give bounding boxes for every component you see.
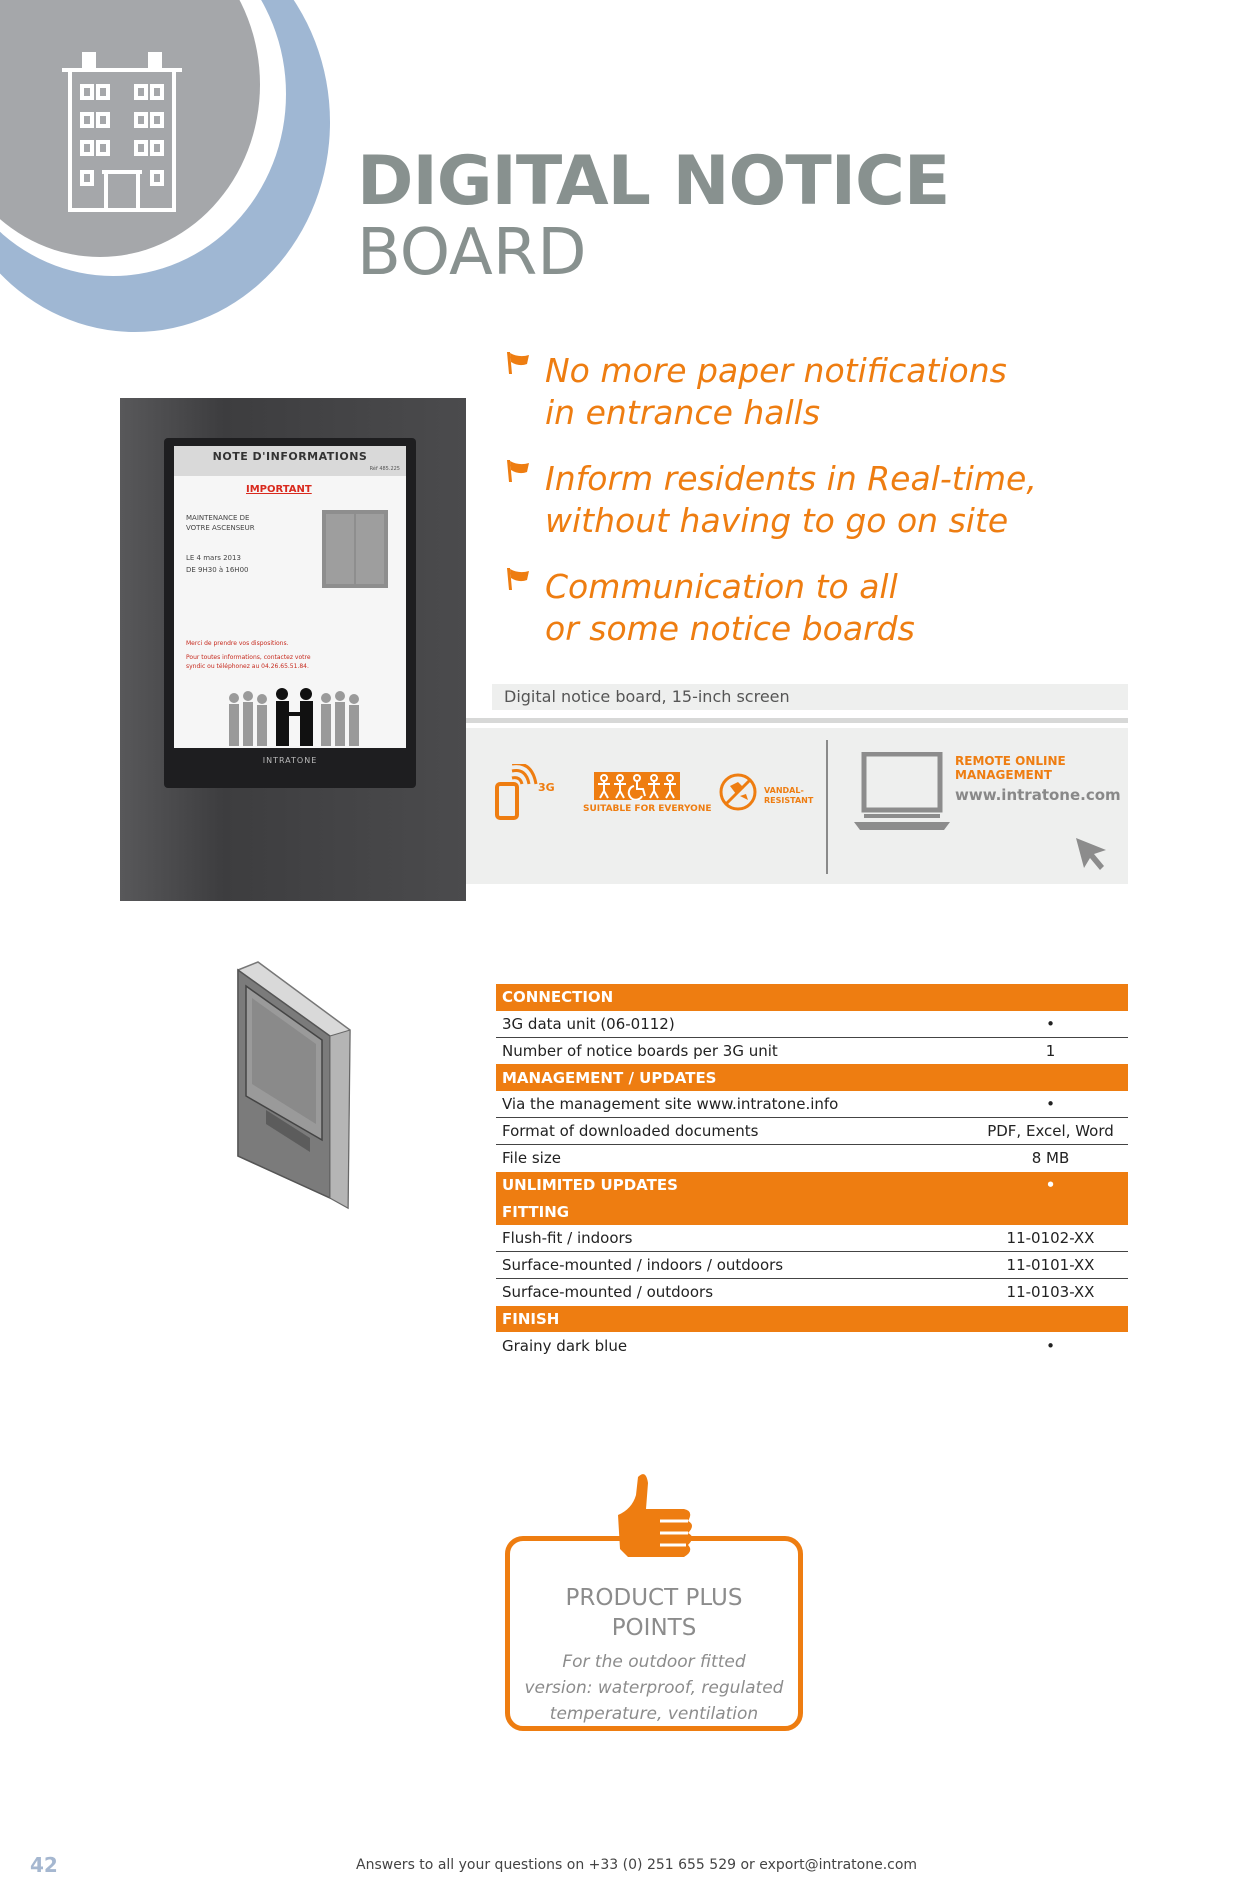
label-remote-management: REMOTE ONLINE MANAGEMENT [955,754,1066,782]
table-cell-value [973,984,1128,1011]
table-cell-value [973,1306,1128,1333]
cursor-icon [1072,834,1110,872]
notice-line: DE 9H30 à 16H00 [186,566,249,574]
table-cell-label: FINISH [496,1306,973,1333]
table-cell-value: • [973,1091,1128,1118]
photo-caption: Digital notice board, 15-inch screen [492,684,1128,710]
label-3g: 3G [538,781,555,794]
device-frame [164,438,416,788]
table-cell-label: Surface-mounted / outdoors [502,1283,714,1302]
features-divider [826,740,828,874]
product-3d-drawing [230,960,360,1210]
table-cell-label: CONNECTION [496,984,973,1011]
table-row [496,1145,1128,1172]
table-cell-label: UNLIMITED UPDATES [496,1172,973,1199]
label-vandal-resistant: VANDAL- RESISTANT [764,786,814,805]
table-section-header [496,1198,1128,1225]
accessibility-icon [594,772,680,800]
divider [466,718,1128,723]
table-cell-label: File size [502,1149,561,1168]
table-section-header [496,1064,1128,1091]
page-title: DIGITAL NOTICE [357,142,950,221]
table-cell-value: 11-0102-XX [973,1225,1128,1252]
table-cell-label: Format of downloaded documents [496,1118,973,1145]
table-row [496,1279,1128,1306]
notice-ref: Réf 485.225 [369,466,400,472]
table-row [496,1038,1128,1065]
table-cell-label: Grainy dark blue [502,1336,628,1355]
people-silhouettes-image [224,686,364,746]
notice-line: LE 4 mars 2013 [186,554,241,562]
table-cell-value: • [973,1011,1128,1038]
flag-icon [505,350,531,376]
table-cell-label: 3G data unit (06-0112) [496,1011,973,1038]
table-cell-value: 11-0103-XX [1006,1283,1095,1302]
bullet-text: No more paper notifications in entrance halls [545,351,1007,432]
building-icon [62,48,182,218]
table-cell-value: • [973,1172,1128,1199]
vandal-resistant-icon [718,772,758,812]
notice-line: VOTRE ASCENSEUR [186,524,255,532]
table-row [496,1118,1128,1145]
thumbs-up-icon [608,1469,696,1569]
table-cell-value: 11-0101-XX [973,1252,1128,1279]
flag-icon [505,458,531,484]
label-suitable-for-everyone: SUITABLE FOR EVERYONE [583,804,712,814]
table-section-header [496,984,1128,1011]
device-brand: INTRATONE [262,756,318,765]
notice-red-line: Pour toutes informations, contactez votre [186,654,311,661]
footer-contact: Answers to all your questions on +33 (0) 251 655 529 or export@intratone.com [356,1857,918,1873]
table-cell-label: Flush-fit / indoors [496,1225,973,1252]
notice-red-line: syndic ou téléphonez au 04.26.65.51.84. [186,663,309,670]
notice-red-line: Merci de prendre vos dispositions. [186,640,289,647]
laptop-icon [848,752,956,832]
flag-icon [505,566,531,592]
table-cell-label: Surface-mounted / indoors / outdoors [496,1252,973,1279]
table-row [496,1332,1128,1359]
website-link[interactable]: www.intratone.com [955,786,1121,804]
bullet-text: Inform residents in Real-time, without having to go on site [545,459,1037,540]
table-cell-label: Via the management site www.intratone.info [496,1091,973,1118]
plus-text: For the outdoor fitted version: waterproof, regulated temperature, ventilation [524,1652,784,1724]
table-row [496,1225,1128,1252]
elevator-image [322,510,388,588]
product-photo [120,398,466,901]
table-cell-value: PDF, Excel, Word [973,1118,1128,1145]
table-cell-value: 8 MB [1031,1149,1070,1168]
table-row [496,1252,1128,1279]
table-cell-label: Number of notice boards per 3G unit [502,1042,778,1061]
device-screen [174,446,406,748]
table-cell-value [973,1064,1128,1091]
table-cell-value: • [1046,1336,1055,1355]
plus-title: PRODUCT PLUS POINTS [565,1585,743,1641]
spec-table [496,984,1128,1359]
notice-line: MAINTENANCE DE [186,514,250,522]
table-section-header [496,1172,1128,1199]
table-cell-label: FITTING [496,1198,973,1225]
table-cell-label: MANAGEMENT / UPDATES [496,1064,973,1091]
notice-important: IMPORTANT [246,484,312,495]
bullet-text: Communication to all or some notice boards [545,567,915,648]
table-cell-value: 1 [1045,1042,1056,1061]
table-section-header [496,1306,1128,1333]
page-number: 42 [30,1853,58,1877]
page-subtitle: BOARD [357,216,587,290]
features-band [466,728,1128,884]
table-cell-value [973,1198,1128,1225]
table-row [496,1011,1128,1038]
notice-title: NOTE D'INFORMATIONS [174,446,406,476]
phone-3g-icon [494,764,542,820]
table-row [496,1091,1128,1118]
